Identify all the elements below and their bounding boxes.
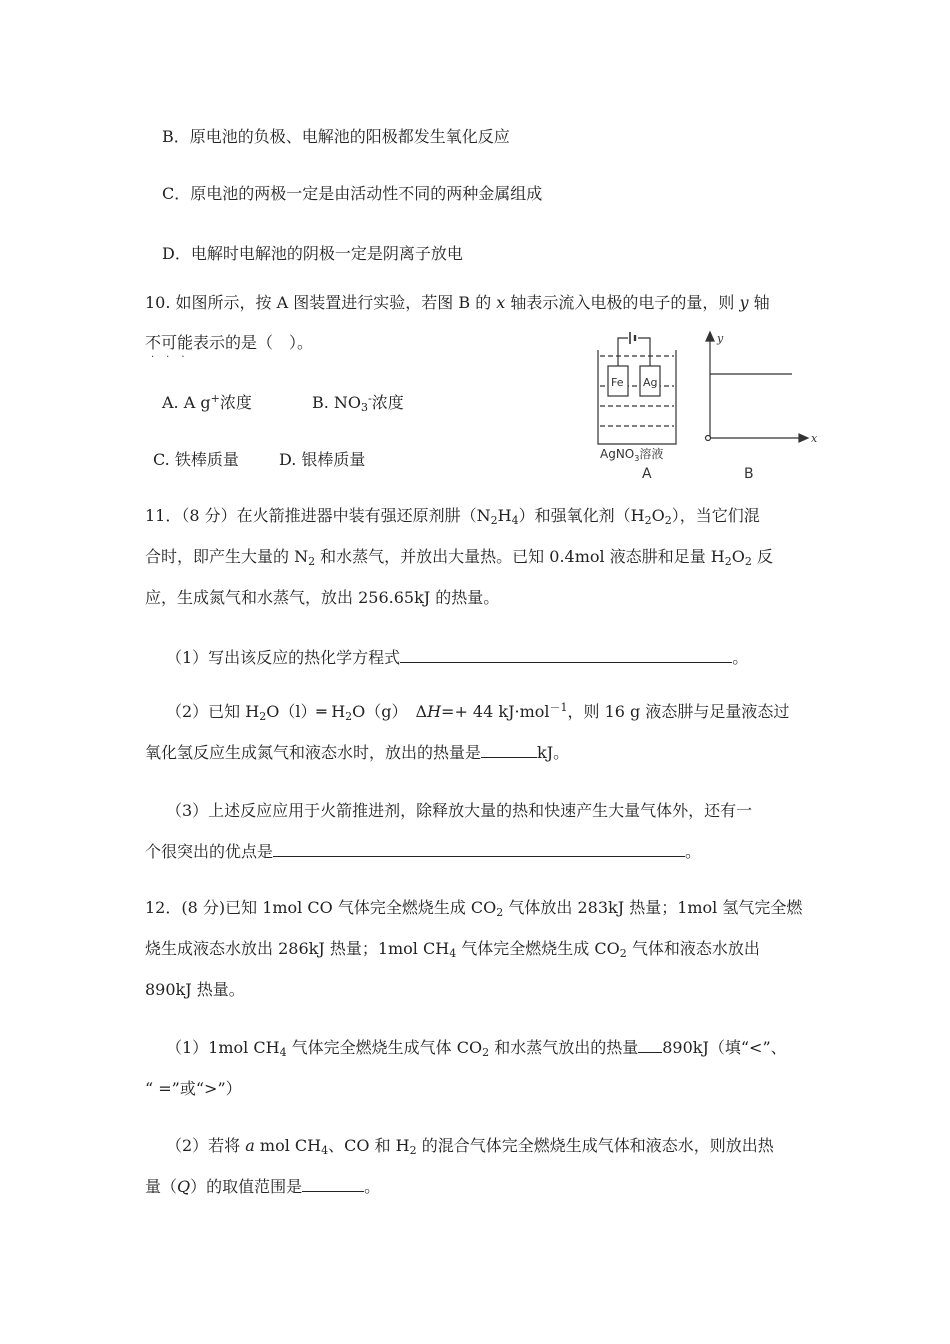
graph-x-label: x bbox=[811, 432, 818, 445]
q10-option-d: D. 银棒质量 bbox=[279, 450, 366, 469]
graph-y-label: y bbox=[717, 332, 724, 345]
figure-label-a: A bbox=[642, 466, 652, 482]
beaker-diagram bbox=[598, 332, 676, 444]
q11-part3-line2: 个很突出的优点是 。 bbox=[145, 842, 702, 861]
q12-part1-line1: （1）1mol $CH_4$ 气体完全燃烧生成气体 $CO_2$ 和水蒸气放出的热量 890kJ（填“<”、 bbox=[166, 1038, 787, 1059]
q11-part2-line2: 氧化氢反应生成氮气和液态水时，放出的热量是 kJ。 bbox=[145, 743, 570, 762]
electrolysis-figure bbox=[592, 326, 824, 486]
q12-part1-line2: “ =”或“>”） bbox=[145, 1079, 242, 1098]
answer-blank[interactable] bbox=[481, 743, 537, 758]
figure-label-b: B bbox=[744, 466, 754, 482]
emphasis-dots: ··· bbox=[151, 352, 197, 363]
q9-option-c: C．原电池的两极一定是由活动性不同的两种金属组成 bbox=[162, 184, 543, 203]
solution-label: AgNO$_3$溶液 bbox=[600, 447, 664, 463]
q12-stem-line3: 890kJ 热量。 bbox=[145, 980, 245, 999]
fe-electrode-label: Fe bbox=[611, 376, 624, 389]
q9-option-b: B．原电池的负极、电解池的阳极都发生氧化反应 bbox=[162, 127, 510, 146]
answer-blank[interactable] bbox=[400, 648, 732, 663]
q10-stem-line1: 10. 如图所示，按 A 图装置进行实验，若图 B 的 x 轴表示流入电极的电子的量，则 y 轴 bbox=[145, 293, 770, 312]
q11-part1: （1）写出该反应的热化学方程式 。 bbox=[166, 648, 749, 667]
q12-part2-line2: 量（Q）的取值范围是 。 bbox=[145, 1177, 381, 1196]
answer-blank[interactable] bbox=[302, 1177, 364, 1192]
q10-option-b: B. $NO_3^-$浓度 bbox=[312, 392, 404, 414]
ag-electrode-label: Ag bbox=[643, 376, 658, 389]
q10-option-c: C. 铁棒质量 bbox=[153, 450, 239, 469]
q11-stem-line3: 应，生成氮气和水蒸气，放出 256.65kJ 的热量。 bbox=[145, 588, 500, 607]
graph-b bbox=[706, 332, 809, 442]
q11-part3-line1: （3）上述反应应用于火箭推进剂，除释放大量的热和快速产生大量气体外，还有一 bbox=[166, 801, 753, 820]
q9-option-d: D．电解时电解池的阴极一定是阴离子放电 bbox=[162, 244, 463, 263]
q11-part2-line1: （2）已知 $H_2O(l)═$ $H_2O(g)$ ΔH=+ 44 kJ·mol$^{-1}$，则 16 g 液态肼与足量液态过 bbox=[166, 701, 790, 723]
q11-stem-line2: 合时，即产生大量的 $N_2$ 和水蒸气，并放出大量热。已知 0.4mol 液态肼和足量 $H_2O_2$ 反 bbox=[145, 547, 773, 568]
q12-stem-line2: 烧生成液态水放出 286kJ 热量；1mol $CH_4$ 气体完全燃烧生成 $CO_2$ 气体和液态水放出 bbox=[145, 939, 760, 960]
q10-option-a: A. A g+浓度 bbox=[162, 392, 252, 412]
q12-part2-line1: （2）若将 a mol $CH_4$、CO 和 $H_2$ 的混合气体完全燃烧生成气体和液态水，则放出热 bbox=[166, 1136, 774, 1157]
q10-stem-line2: 不可能表示的是（ ）。 bbox=[145, 333, 314, 352]
answer-blank[interactable] bbox=[638, 1038, 662, 1053]
q12-stem-line1: 12．(8 分)已知 1mol CO 气体完全燃烧生成 $CO_2$ 气体放出 283kJ 热量；1mol 氢气完全燃 bbox=[145, 898, 803, 919]
q11-stem-line1: 11．（8 分）在火箭推进器中装有强还原剂肼$(N_2H_4)$和强氧化剂$(H_2O_2)$，当它们混 bbox=[145, 506, 760, 527]
answer-blank[interactable] bbox=[273, 842, 685, 857]
